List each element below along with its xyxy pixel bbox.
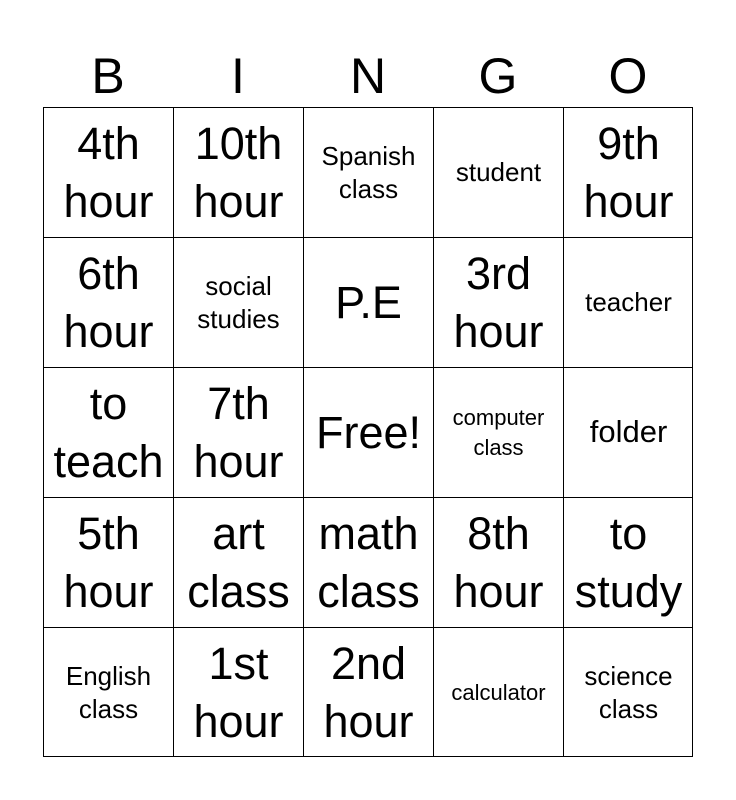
cell-label: student xyxy=(455,157,542,188)
bingo-cell[interactable] xyxy=(563,107,693,237)
header-letter-n: N xyxy=(349,48,387,104)
cell-label: to teach xyxy=(53,377,164,487)
bingo-cell[interactable] xyxy=(563,237,693,367)
header-letter-g: G xyxy=(478,48,518,104)
bingo-cell[interactable] xyxy=(563,627,693,757)
cell-label: Spanish class xyxy=(321,141,416,204)
bingo-cell[interactable] xyxy=(433,497,563,627)
bingo-board xyxy=(43,107,693,757)
cell-label: 7th hour xyxy=(193,377,284,487)
cell-label: 8th hour xyxy=(453,507,544,617)
bingo-cell[interactable] xyxy=(563,497,693,627)
cell-label: 9th hour xyxy=(583,117,674,227)
cell-label: 1st hour xyxy=(193,637,284,747)
cell-label: 3rd hour xyxy=(453,247,544,357)
bingo-cell[interactable] xyxy=(43,107,173,237)
cell-label: computer class xyxy=(452,404,545,460)
cell-label: calculator xyxy=(451,679,546,705)
bingo-cell[interactable] xyxy=(433,237,563,367)
bingo-cell[interactable] xyxy=(173,497,303,627)
cell-label: 2nd hour xyxy=(323,637,414,747)
cell-label: 6th hour xyxy=(63,247,154,357)
bingo-cell[interactable] xyxy=(303,107,433,237)
bingo-cell[interactable] xyxy=(43,497,173,627)
cell-label: 5th hour xyxy=(63,507,154,617)
bingo-cell[interactable] xyxy=(173,627,303,757)
cell-label: art class xyxy=(187,507,290,617)
header-letter-i: I xyxy=(231,48,245,104)
header-letter-o: O xyxy=(608,48,648,104)
cell-label: math class xyxy=(317,507,420,617)
cell-label: English class xyxy=(65,661,152,724)
cell-label: Free! xyxy=(315,406,422,458)
cell-label: to study xyxy=(574,507,683,617)
bingo-header xyxy=(43,44,693,108)
cell-label: 4th hour xyxy=(63,117,154,227)
cell-label: folder xyxy=(589,414,668,450)
cell-label: 10th hour xyxy=(193,117,284,227)
free-space-cell[interactable] xyxy=(303,367,433,497)
bingo-cell[interactable] xyxy=(173,237,303,367)
bingo-cell[interactable] xyxy=(303,497,433,627)
bingo-cell[interactable] xyxy=(173,367,303,497)
bingo-cell[interactable] xyxy=(303,627,433,757)
bingo-cell[interactable] xyxy=(43,367,173,497)
bingo-cell[interactable] xyxy=(433,627,563,757)
cell-label: social studies xyxy=(197,271,280,334)
bingo-cell[interactable] xyxy=(563,367,693,497)
cell-label: teacher xyxy=(585,287,672,318)
bingo-cell[interactable] xyxy=(173,107,303,237)
cell-label: P.E xyxy=(335,276,402,328)
header-letter-b: B xyxy=(91,48,125,104)
bingo-cell[interactable] xyxy=(43,237,173,367)
bingo-cell[interactable] xyxy=(433,367,563,497)
bingo-cell[interactable] xyxy=(43,627,173,757)
bingo-cell[interactable] xyxy=(303,237,433,367)
cell-label: science class xyxy=(584,661,673,724)
bingo-cell[interactable] xyxy=(433,107,563,237)
